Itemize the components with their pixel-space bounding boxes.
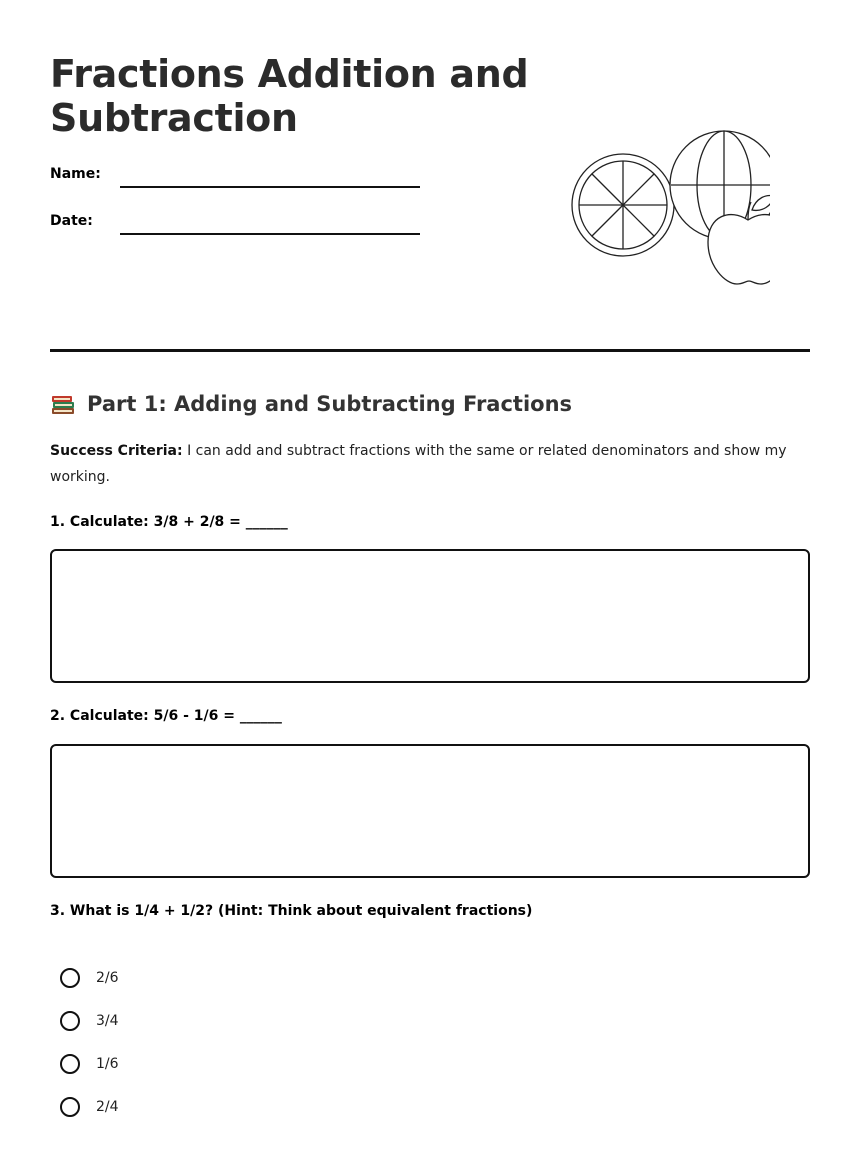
option-label: 1/6 xyxy=(96,1056,119,1072)
question-1: 1. Calculate: 3/8 + 2/8 = ______ xyxy=(50,514,288,530)
success-criteria xyxy=(50,438,810,490)
option-label: 2/6 xyxy=(96,970,119,986)
date-field[interactable] xyxy=(120,233,420,235)
radio-button[interactable] xyxy=(60,1011,80,1031)
question-3: 3. What is 1/4 + 1/2? (Hint: Think about equivalent fractions) xyxy=(50,903,533,919)
answer-box-2[interactable] xyxy=(50,744,810,878)
option-label: 3/4 xyxy=(96,1013,119,1029)
date-label: Date: xyxy=(50,213,93,229)
option-label: 2/4 xyxy=(96,1099,119,1115)
name-field[interactable] xyxy=(120,186,420,188)
option-2-4[interactable] xyxy=(60,1094,119,1120)
option-3-4[interactable] xyxy=(60,1008,119,1034)
answer-box-1[interactable] xyxy=(50,549,810,683)
radio-button[interactable] xyxy=(60,968,80,988)
section-divider xyxy=(50,349,810,352)
option-2-6[interactable] xyxy=(60,965,119,991)
criteria-text: I can add and subtract fractions with the same or related denominators and show my working. xyxy=(50,443,787,485)
name-label: Name: xyxy=(50,166,101,182)
page-title: Fractions Addition and Subtraction xyxy=(50,52,529,140)
radio-button[interactable] xyxy=(60,1054,80,1074)
radio-button[interactable] xyxy=(60,1097,80,1117)
criteria-label: Success Criteria: xyxy=(50,443,183,459)
fruit-illustration-icon xyxy=(570,128,770,288)
books-icon xyxy=(50,390,77,417)
question-2: 2. Calculate: 5/6 - 1/6 = ______ xyxy=(50,708,282,724)
section-title: Part 1: Adding and Subtracting Fractions xyxy=(87,391,573,416)
section-heading xyxy=(50,390,572,417)
worksheet-page xyxy=(50,0,810,1161)
option-1-6[interactable] xyxy=(60,1051,119,1077)
